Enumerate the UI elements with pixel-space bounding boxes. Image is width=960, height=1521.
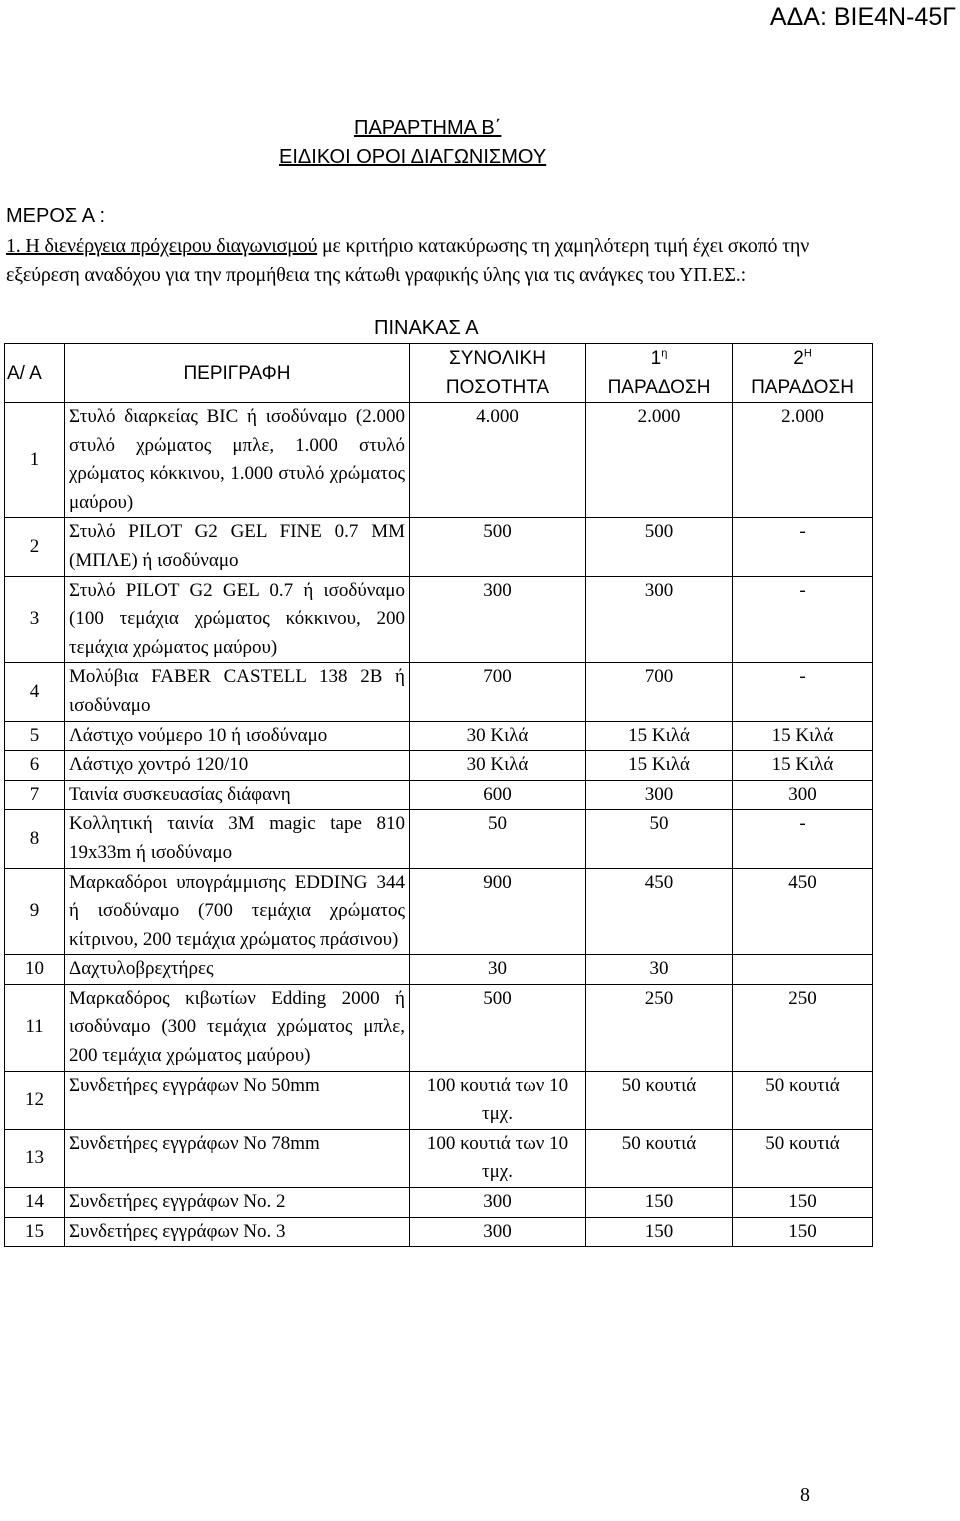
row-total: 4.000: [410, 403, 586, 518]
row-total: 500: [410, 984, 586, 1071]
row-first: 150: [586, 1217, 733, 1247]
row-aa: 6: [5, 751, 65, 781]
row-total: 300: [410, 1188, 586, 1218]
table-row: [5, 984, 873, 1071]
row-first: 300: [586, 780, 733, 810]
row-description: Μαρκαδόροι υπογράμμισης EDDING 344 ή ισοδύναμο (700 τεμάχια χρώματος κίτρινου, 200 τεμάχια χρώματος πράσινου): [65, 868, 410, 955]
row-second: 2.000: [733, 403, 873, 518]
row-aa: 8: [5, 810, 65, 868]
annex-title: ΠΑΡΑΡΤΗΜΑ Β΄: [354, 117, 502, 139]
row-aa: 15: [5, 1217, 65, 1247]
intro-rest: με κριτήριο κατακύρωσης τη χαμηλότερη τιμή έχει σκοπό την εξεύρεση αναδόχου για την προμήθεια της κάτωθι γραφικής ύλης για τις ανάγκες του ΥΠ.ΕΣ.:: [6, 235, 810, 286]
row-aa: 7: [5, 780, 65, 810]
row-aa: 2: [5, 518, 65, 576]
ada-code: ΑΔΑ: ΒΙΕ4Ν-45Γ: [769, 3, 956, 31]
table-row: [5, 518, 873, 576]
row-second: -: [733, 663, 873, 721]
row-first: 50 κουτιά: [586, 1129, 733, 1187]
row-second: 450: [733, 868, 873, 955]
header-description: ΠΕΡΙΓΡΑΦΗ: [65, 344, 410, 403]
row-second: -: [733, 576, 873, 663]
row-first: 300: [586, 576, 733, 663]
intro-lead: 1. Η διενέργεια πρόχειρου διαγωνισμού: [6, 235, 318, 257]
row-second: 300: [733, 780, 873, 810]
row-first: 700: [586, 663, 733, 721]
row-total: 30 Κιλά: [410, 721, 586, 751]
row-total: 700: [410, 663, 586, 721]
row-first: 2.000: [586, 403, 733, 518]
row-description: Ταινία συσκευασίας διάφανη: [65, 780, 410, 810]
table-row: [5, 955, 873, 985]
table-row: [5, 403, 873, 518]
header-second-delivery: [733, 344, 873, 403]
annex-subtitle: ΕΙΔΙΚΟΙ ΟΡΟΙ ΔΙΑΓΩΝΙΣΜΟΥ: [279, 146, 547, 168]
table-row: [5, 721, 873, 751]
row-total: 30 Κιλά: [410, 751, 586, 781]
header-first-num: 1: [650, 348, 662, 369]
row-second: 250: [733, 984, 873, 1071]
row-aa: 10: [5, 955, 65, 985]
table-row: [5, 868, 873, 955]
row-second: -: [733, 810, 873, 868]
row-first: 30: [586, 955, 733, 985]
row-first: 50 κουτιά: [586, 1071, 733, 1129]
table-row: [5, 1071, 873, 1129]
row-first: 15 Κιλά: [586, 721, 733, 751]
row-first: 150: [586, 1188, 733, 1218]
row-description: Λάστιχο χοντρό 120/10: [65, 751, 410, 781]
row-second: 150: [733, 1188, 873, 1218]
table-header-row: [5, 344, 873, 403]
row-first: 15 Κιλά: [586, 751, 733, 781]
row-total: 100 κουτιά των 10 τμχ.: [410, 1129, 586, 1187]
header-first-delivery: [586, 344, 733, 403]
intro-paragraph: [6, 232, 886, 290]
page-number: 8: [800, 1484, 810, 1506]
table-row: [5, 751, 873, 781]
row-aa: 4: [5, 663, 65, 721]
row-second: 15 Κιλά: [733, 751, 873, 781]
row-description: Συνδετήρες εγγράφων No. 2: [65, 1188, 410, 1218]
header-second-num: 2: [793, 348, 804, 369]
row-total: 100 κουτιά των 10 τμχ.: [410, 1071, 586, 1129]
row-description: Μαρκαδόρος κιβωτίων Edding 2000 ή ισοδύναμο (300 τεμάχια χρώματος μπλε, 200 τεμάχια χρώματος μαύρου): [65, 984, 410, 1071]
row-aa: 3: [5, 576, 65, 663]
row-second: 50 κουτιά: [733, 1129, 873, 1187]
row-description: Στυλό PILOT G2 GEL FINE 0.7 MM (ΜΠΛΕ) ή ισοδύναμο: [65, 518, 410, 576]
row-second: -: [733, 518, 873, 576]
table-row: [5, 576, 873, 663]
items-table: [4, 343, 873, 1247]
row-description: Μολύβια FABER CASTELL 138 2B ή ισοδύναμο: [65, 663, 410, 721]
table-row: [5, 810, 873, 868]
row-total: 300: [410, 576, 586, 663]
row-aa: 13: [5, 1129, 65, 1187]
row-first: 50: [586, 810, 733, 868]
row-total: 500: [410, 518, 586, 576]
row-description: Συνδετήρες εγγράφων Νο 50mm: [65, 1071, 410, 1129]
row-aa: 12: [5, 1071, 65, 1129]
row-description: Δαχτυλοβρεχτήρες: [65, 955, 410, 985]
row-total: 900: [410, 868, 586, 955]
row-second: [733, 955, 873, 985]
row-total: 30: [410, 955, 586, 985]
row-aa: 14: [5, 1188, 65, 1218]
part-heading: ΜΕΡΟΣ Α :: [6, 205, 106, 227]
row-first: 250: [586, 984, 733, 1071]
row-first: 450: [586, 868, 733, 955]
table-row: [5, 780, 873, 810]
header-second-sup: Η: [803, 347, 812, 360]
header-first-sup: η: [661, 347, 668, 360]
table-row: [5, 1188, 873, 1218]
row-aa: 9: [5, 868, 65, 955]
row-description: Λάστιχο νούμερο 10 ή ισοδύναμο: [65, 721, 410, 751]
row-total: 600: [410, 780, 586, 810]
header-aa: Α/ Α: [5, 344, 65, 403]
row-description: Κολλητική ταινία 3M magic tape 810 19x33m ή ισοδύναμο: [65, 810, 410, 868]
row-second: 150: [733, 1217, 873, 1247]
row-aa: 11: [5, 984, 65, 1071]
table-title: ΠΙΝΑΚΑΣ Α: [374, 317, 479, 339]
table-row: [5, 1217, 873, 1247]
table-row: [5, 1129, 873, 1187]
header-total: ΣΥΝΟΛΙΚΗ ΠΟΣΟΤΗΤΑ: [410, 344, 586, 403]
row-second: 15 Κιλά: [733, 721, 873, 751]
row-description: Συνδετήρες εγγράφων Νο 78mm: [65, 1129, 410, 1187]
row-total: 50: [410, 810, 586, 868]
table-row: [5, 663, 873, 721]
row-description: Στυλό διαρκείας BIC ή ισοδύναμο (2.000 στυλό χρώματος μπλε, 1.000 στυλό χρώματος κόκκινου, 1.000 στυλό χρώματος μαύρου): [65, 403, 410, 518]
header-second-label: ΠΑΡΑΔΟΣΗ: [751, 377, 854, 398]
row-first: 500: [586, 518, 733, 576]
row-aa: 5: [5, 721, 65, 751]
row-description: Συνδετήρες εγγράφων No. 3: [65, 1217, 410, 1247]
row-aa: 1: [5, 403, 65, 518]
header-first-label: ΠΑΡΑΔΟΣΗ: [607, 377, 711, 398]
row-second: 50 κουτιά: [733, 1071, 873, 1129]
row-total: 300: [410, 1217, 586, 1247]
row-description: Στυλό PILOT G2 GEL 0.7 ή ισοδύναμο (100 τεμάχια χρώματος κόκκινου, 200 τεμάχια χρώματος μαύρου): [65, 576, 410, 663]
